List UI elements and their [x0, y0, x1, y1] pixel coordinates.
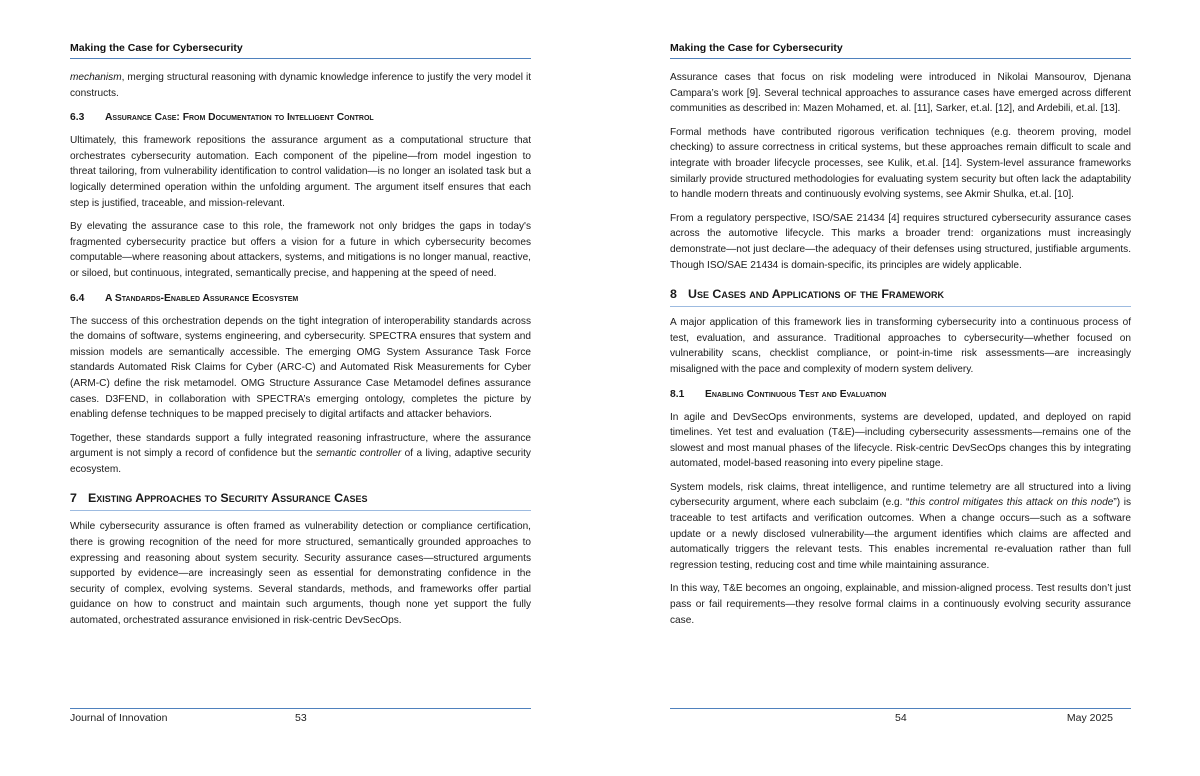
paragraph: Formal methods have contributed rigorous verification techniques (e.g. theorem proving, model checking) to assure correctness in critical systems, but these approaches remain difficult to scale and integrate with broader lifecycle processes, see Kulik, et.al. [14]. System-level assurance frameworks similarly provide structured methodologies for evaluating system security but often lack the adaptability to handle modern threats and continuously evolving systems, see Akmir Shulka, et.al. [10].: [670, 126, 1131, 201]
intro-emphasis: mechanism: [70, 72, 122, 83]
section-number: 6.4: [70, 292, 85, 304]
right-page-body: [670, 70, 1131, 636]
section-7-heading: [70, 489, 531, 511]
journal-name: Journal of Innovation: [70, 712, 168, 724]
section-title: Existing Approaches to Security Assurance Cases: [88, 491, 368, 506]
paragraph: Ultimately, this framework repositions the assurance argument as a computational structure that orchestrates cybersecurity automation. Each component of the pipeline—from model ingestion to threat tailoring, from vulnerability identification to control validation—is no longer an isolated task but a logically determined operation within the unfolding argument. The argument itself ensures that each step is justified, traceable, and mission-relevant.: [70, 135, 531, 209]
paragraph: The success of this orchestration depends on the tight integration of interoperability standards across the domains of software, systems engineering, and cybersecurity. SPECTRA ensures that system and mission models are semantically accessible. The emerging OMG System Assurance Task Force standards Automated Risk Claims for Cyber (ARC-C) and Automated Risk Measurements for Cyber (ARM-C) define the risk metamodel. OMG Structure Assurance Case Metamodel defines assurance cases. D3FEND, in collaboration with SPECTRA’s emerging ontology, completes the picture by enabling defense techniques to be mapped precisely to digital artifacts and attacker behaviors.: [70, 315, 531, 421]
left-page-body: [70, 70, 531, 637]
section-title: Enabling Continuous Test and Evaluation: [705, 388, 887, 400]
issue-date: May 2025: [1066, 712, 1113, 724]
paragraph: In this way, T&E becomes an ongoing, explainable, and mission-aligned process. Test results don’t just pass or fail requirements—they resolve formal claims in a continuously evolving security assurance case.: [670, 583, 1131, 626]
section-6-3-heading: [70, 111, 531, 125]
section-title: A Standards-Enabled Assurance Ecosystem: [105, 292, 299, 304]
page-number: 53: [295, 712, 307, 724]
footer: [70, 712, 531, 726]
footer: [670, 712, 1131, 726]
section-number: 7: [70, 491, 77, 506]
text-run: of a living, adaptive security ecosystem.: [70, 448, 531, 475]
page-number: 54: [895, 712, 907, 724]
paragraph: A major application of this framework lies in transforming cybersecurity into a continuous process of test, evaluation, and assurance. Traditional approaches to cybersecurity—whether focused on vulnerability scans, checklist compliance, or point-in-time risk assessments—are increasingly misaligned with the pace and complexity of modern system delivery.: [670, 317, 1131, 375]
paragraph: While cybersecurity assurance is often framed as vulnerability detection or compliance certification, there is growing recognition of the need for more structured, semantically grounded approaches to expressing and reasoning about system security. Security assurance cases—structured arguments supported by evidence—are increasingly seen as essential for demonstrating confidence in the security of complex, evolving systems. Several standards, methods, and frameworks offer partial guidance on how to construct and maintain such arguments, though none yet support the fully automated, orchestrated assurance envisioned in risk-centric DevSecOps.: [70, 521, 531, 627]
emphasis: this control mitigates this attack on this node: [909, 497, 1114, 509]
text-run: System models, risk claims, threat intelligence, and runtime telemetry are all structured into a living cybersecurity argument, where each subclaim (e.g. “: [670, 481, 1131, 509]
left-page: [70, 0, 531, 776]
footer-rule: [670, 708, 1131, 709]
emphasis: semantic controller: [315, 448, 402, 460]
footer-rule: [70, 708, 531, 709]
section-8-heading: [670, 285, 1131, 307]
paragraph: In agile and DevSecOps environments, systems are developed, updated, and deployed on rapid timelines. Yet test and evaluation (T&E)—including cybersecurity assessments—remains one of the slowest and most manual phases of the lifecycle. Risk-centric DevSecOps changes this by integrating automated, model-based reasoning into every pipeline stage.: [670, 411, 1131, 470]
section-number: 8: [670, 287, 677, 302]
paragraph: By elevating the assurance case to this role, the framework not only bridges the gaps in today's fragmented cybersecurity practice but offers a vision for a future in which cybersecurity becomes computable—where reasoning about attackers, systems, and mitigations is no longer manual, reactive, or siloed, but continuous, integrated, semantically precise, and happening at the speed of need.: [70, 221, 531, 279]
running-head: Making the Case for Cybersecurity: [70, 42, 531, 59]
intro-paragraph: [70, 70, 531, 101]
paragraph: From a regulatory perspective, ISO/SAE 21434 [4] requires structured cybersecurity assurance cases across the automotive lifecycle. This marks a broader trend: organizations must increasingly demonstrate—not just declare—the adequacy of their defenses using structured, justifiable arguments. Though ISO/SAE 21434 is domain-specific, its principles are widely applicable.: [670, 212, 1131, 271]
text-run: Together, these standards support a fully integrated reasoning infrastructure, where the assurance argument is not simply a record of confidence but the: [70, 432, 531, 460]
section-number: 8.1: [670, 388, 685, 400]
section-6-4-heading: [70, 292, 531, 306]
text-run: ”) is traceable to test artifacts and verification outcomes. When a change occurs—such as a software update or a newly disclosed vulnerability—the argument identifies which claims are affected and automatically triggers the relevant tests. This enables incremental re-evaluation rather than full regression testing, reducing cost and time while maintaining assurance.: [670, 497, 1131, 571]
intro-text: , merging structural reasoning with dynamic knowledge inference to justify the very model it constructs.: [70, 72, 531, 99]
right-page: [670, 0, 1131, 776]
section-title: Assurance Case: From Documentation to Intelligent Control: [105, 112, 374, 124]
running-head: Making the Case for Cybersecurity: [670, 42, 1131, 59]
paragraph: [70, 431, 531, 478]
section-number: 6.3: [70, 112, 85, 124]
section-title: Use Cases and Applications of the Framework: [688, 287, 944, 302]
paragraph: [670, 480, 1131, 574]
paragraph: Assurance cases that focus on risk modeling were introduced in Nikolai Mansourov, Djenana Campara’s work [9]. Several technical approaches to assurance cases have emerged across different communities as described in: Mazen Mohamed, et. al. [11], Sarker, et.al. [12], and Ardebili, et.al. [13].: [670, 72, 1131, 115]
section-8-1-heading: [670, 388, 1131, 402]
